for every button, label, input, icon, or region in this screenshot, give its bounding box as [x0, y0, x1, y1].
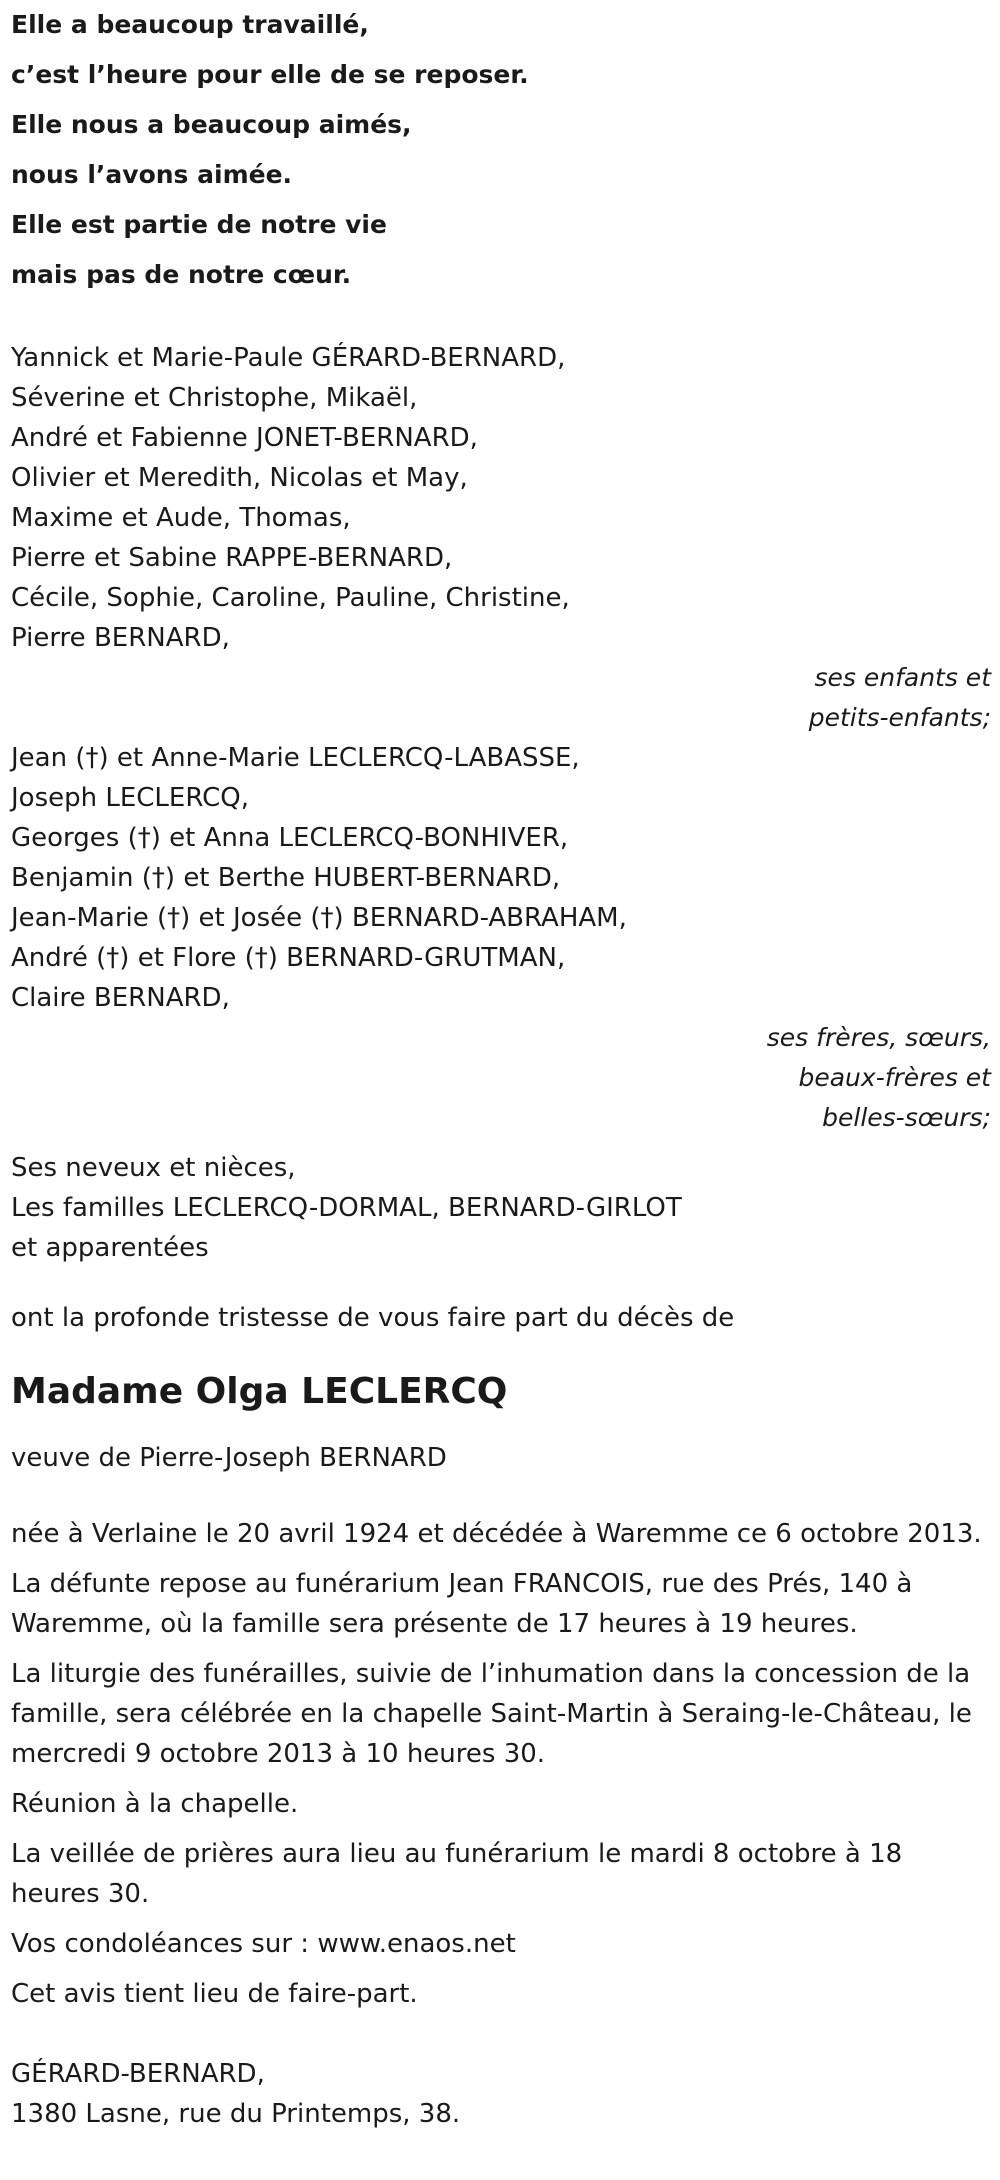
poem-line: Elle nous a beaucoup aimés,: [11, 110, 412, 139]
birth-death-info: née à Verlaine le 20 avril 1924 et décédée à Waremme ce 6 octobre 2013.: [11, 1519, 982, 1549]
obituary-notice: [11, 0, 991, 2134]
family-member: André et Fabienne JONET-BERNARD,: [11, 423, 478, 453]
family-member: André (†) et Flore (†) BERNARD-GRUTMAN,: [11, 943, 566, 973]
relatives-line: et apparentées: [11, 1233, 209, 1263]
address-block: [11, 2054, 991, 2134]
notice-info: Cet avis tient lieu de faire-part.: [11, 1979, 418, 2009]
relatives-line: Ses neveux et nièces,: [11, 1153, 296, 1183]
poem-line: mais pas de notre cœur.: [11, 260, 352, 289]
children-role: ses enfants et: [814, 663, 991, 692]
vigil-info: La veillée de prières aura lieu au funérarium le mardi 8 octobre à 18 heures 30.: [11, 1839, 903, 1909]
family-member: Pierre BERNARD,: [11, 623, 230, 653]
family-member: Joseph LECLERCQ,: [11, 783, 249, 813]
family-member: Pierre et Sabine RAPPE-BERNARD,: [11, 543, 453, 573]
family-member: Claire BERNARD,: [11, 983, 230, 1013]
family-member: Jean (†) et Anne-Marie LECLERCQ-LABASSE,: [11, 743, 580, 773]
deceased-name: Madame Olga LECLERCQ: [11, 1371, 508, 1412]
family-member: Georges (†) et Anna LECLERCQ-BONHIVER,: [11, 823, 569, 853]
widow-of: veuve de Pierre-Joseph BERNARD: [11, 1443, 447, 1473]
family-member: Jean-Marie (†) et Josée (†) BERNARD-ABRAHAM,: [11, 903, 627, 933]
meeting-info: Réunion à la chapelle.: [11, 1789, 299, 1819]
address-line: 1380 Lasne, rue du Printemps, 38.: [11, 2099, 461, 2129]
siblings-list: [11, 738, 991, 1138]
poem-line: Elle est partie de notre vie: [11, 210, 387, 239]
family-member: Maxime et Aude, Thomas,: [11, 503, 351, 533]
condolences-info: Vos condoléances sur : www.enaos.net: [11, 1929, 516, 1959]
siblings-role: beaux-frères et: [798, 1063, 991, 1092]
family-member: Yannick et Marie-Paule GÉRARD-BERNARD,: [11, 343, 566, 373]
family-member: Séverine et Christophe, Mikaël,: [11, 383, 418, 413]
poem: [11, 0, 991, 300]
funeral-details: [11, 1514, 991, 2014]
family-member: Cécile, Sophie, Caroline, Pauline, Christine,: [11, 583, 570, 613]
siblings-role: ses frères, sœurs,: [766, 1023, 991, 1052]
children-list: [11, 338, 991, 738]
funerarium-info: La défunte repose au funérarium Jean FRANCOIS, rue des Prés, 140 à Waremme, où la famille sera présente de 17 heures à 19 heures.: [11, 1569, 913, 1639]
poem-line: nous l’avons aimée.: [11, 160, 293, 189]
siblings-role: belles-sœurs;: [822, 1103, 991, 1132]
poem-line: Elle a beaucoup travaillé,: [11, 10, 369, 39]
relatives-list: [11, 1148, 991, 1268]
family-member: Benjamin (†) et Berthe HUBERT-BERNARD,: [11, 863, 561, 893]
relatives-line: Les familles LECLERCQ-DORMAL, BERNARD-GIRLOT: [11, 1193, 682, 1223]
family-member: Olivier et Meredith, Nicolas et May,: [11, 463, 468, 493]
announcement-text: ont la profonde tristesse de vous faire part du décès de: [11, 1303, 735, 1333]
children-role: petits-enfants;: [808, 703, 991, 732]
address-line: GÉRARD-BERNARD,: [11, 2059, 265, 2089]
liturgy-info: La liturgie des funérailles, suivie de l’inhumation dans la concession de la famille, sera célébrée en la chapelle Saint-Martin à Seraing-le-Château, le mercredi 9 octobre 2013 à 10 heures 30.: [11, 1659, 972, 1769]
poem-line: c’est l’heure pour elle de se reposer.: [11, 60, 529, 89]
